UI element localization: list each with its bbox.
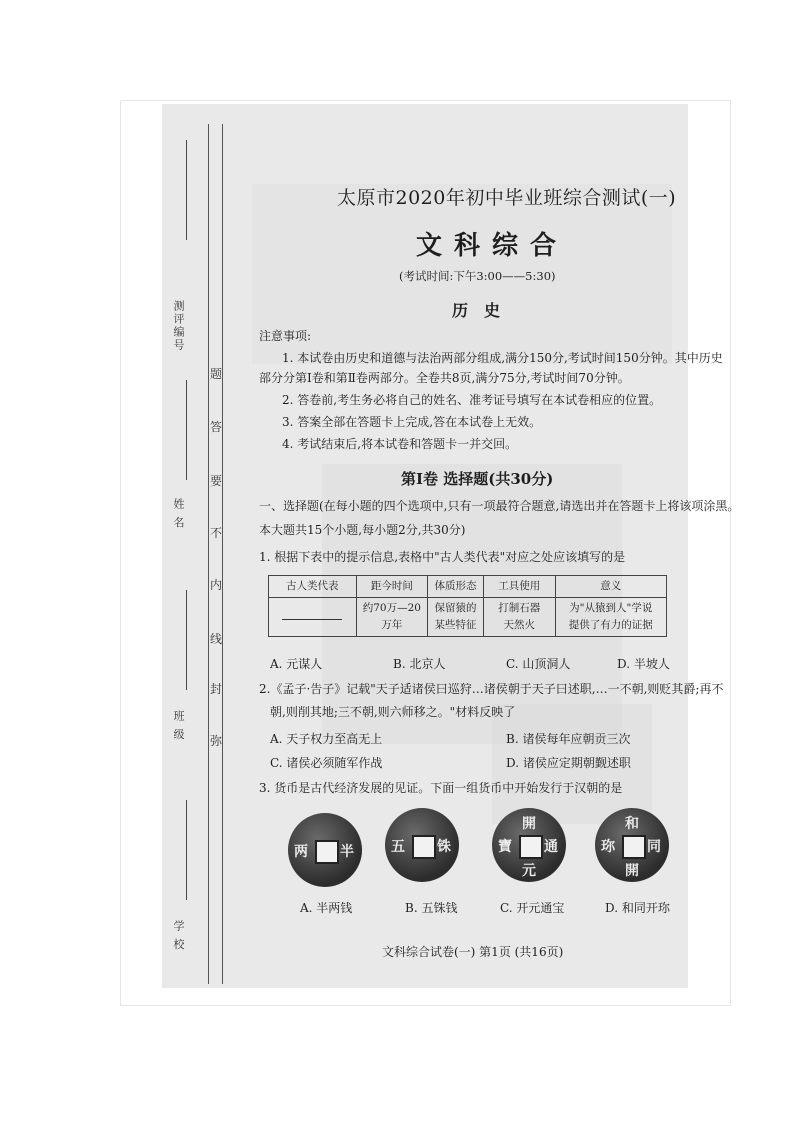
q2-option-a: A. 天子权力至高无上 [270,732,383,746]
binding-line-right [222,124,223,984]
part1-instructions: 一、选择题(在每小题的四个选项中,只有一项最符合题意,请选出并在答题卡上将该项涂黑。 [259,499,740,513]
label-evaluation-no: 测评编号 [172,300,185,352]
coin-char: 同 [647,839,661,855]
coin-kaiyuan [492,808,566,882]
note-item: 3. 答案全部在答题卡上完成,答在本试卷上无效。 [282,415,542,429]
coin-char: 半 [340,844,354,860]
q1-option-a: A. 元谋人 [270,657,323,671]
coin-char: 開 [625,863,639,879]
coin-banliang [288,813,362,887]
coin-char: 和 [625,816,639,832]
coin-char: 铢 [437,839,451,855]
q1-stem: 1. 根据下表中的提示信息,表格中"古人类代表"对应之处应该填写的是 [259,550,626,564]
seal-char: 弥 [210,734,223,748]
q1-option-b: B. 北京人 [393,657,446,671]
name-blank [186,380,187,480]
table-header: 距今时间 [356,576,428,598]
coin-wuzhu [385,808,459,882]
seal-char: 题 [210,367,223,381]
table-header: 意义 [555,576,666,598]
coin-hole [622,835,646,859]
q2-stem: 朝,则削其地;三不朝,则六师移之。"材料反映了 [270,705,516,719]
coin-hedong [595,808,669,882]
seal-char: 答 [210,420,223,434]
coin-hole [315,840,339,864]
evaluation-no-blank [186,140,187,240]
seal-char: 要 [210,474,223,488]
q2-option-c: C. 诸侯必须随军作战 [270,756,383,770]
section-title: 历史 [452,301,517,320]
q3-option-d: D. 和同开珎 [605,901,670,915]
q3-option-b: B. 五铢钱 [405,901,458,915]
table-cell: 打制石器 天然火 [483,598,555,637]
coin-char: 两 [294,844,308,860]
answer-blank-line [282,619,342,620]
notes-heading: 注意事项: [259,329,312,343]
table-header: 体质形态 [428,576,484,598]
exam-subject: 文科综合 [416,231,569,261]
coin-hole [412,835,436,859]
part1-instructions: 本大题共15个小题,每小题2分,共30分) [259,523,466,537]
table-header: 古人类代表 [269,576,357,598]
note-item: 4. 考试结束后,将本试卷和答题卡一并交回。 [282,437,518,451]
q3-stem: 3. 货币是古代经济发展的见证。下面一组货币中开始发行于汉朝的是 [259,781,623,795]
seal-char: 不 [210,526,223,540]
table-cell: 为"从猿到人"学说 提供了有力的证据 [555,598,666,637]
table-cell: 保留猿的 某些特征 [428,598,484,637]
table-header: 工具使用 [483,576,555,598]
exam-time: (考试时间:下午3:00——5:30) [399,269,556,283]
coin-char: 寶 [498,839,512,855]
q1-option-c: C. 山顶洞人 [506,657,571,671]
label-class: 班 级 [172,710,185,742]
coin-char: 元 [522,863,536,879]
coin-char: 五 [391,839,405,855]
exam-title: 太原市2020年初中毕业班综合测试(一) [337,187,677,209]
seal-char: 线 [210,632,223,646]
label-name: 姓 名 [172,498,185,530]
note-item: 2. 答卷前,考生务必将自己的姓名、准考证号填写在本试卷相应的位置。 [282,393,662,407]
binding-line-left [208,124,209,984]
q2-option-b: B. 诸侯每年应朝贡三次 [506,732,631,746]
page-footer: 文科综合试卷(一) 第1页 (共16页) [382,945,564,959]
table-header-row [269,576,667,598]
coin-char: 珎 [601,839,615,855]
seal-char: 内 [210,578,223,592]
note-item: 1. 本试卷由历史和道德与法治两部分组成,满分150分,考试时间150分钟。其中历史 [282,351,723,365]
q2-stem: 2.《孟子·告子》记载"天子适诸侯曰巡狩…诸侯朝于天子曰述职,…一不朝,则贬其爵;再不 [259,682,724,696]
q1-option-d: D. 半坡人 [617,657,670,671]
note-item: 部分分第Ⅰ卷和第Ⅱ卷两部分。全卷共8页,满分75分,考试时间70分钟。 [259,371,630,385]
seal-char: 封 [210,682,223,696]
coin-char: 通 [544,839,558,855]
table-row [269,598,667,637]
q2-option-d: D. 诸侯应定期朝觐述职 [506,756,631,770]
coin-char: 開 [522,816,536,832]
coin-hole [519,835,543,859]
part1-title: 第Ⅰ卷 选择题(共30分) [401,470,554,488]
school-blank [186,800,187,900]
q1-table [268,575,667,637]
q3-option-a: A. 半两钱 [300,901,353,915]
table-cell-blank [269,598,357,637]
class-blank [186,590,187,690]
label-school: 学 校 [172,920,185,952]
table-cell: 约70万—20万年 [356,598,428,637]
q3-option-c: C. 开元通宝 [500,901,565,915]
